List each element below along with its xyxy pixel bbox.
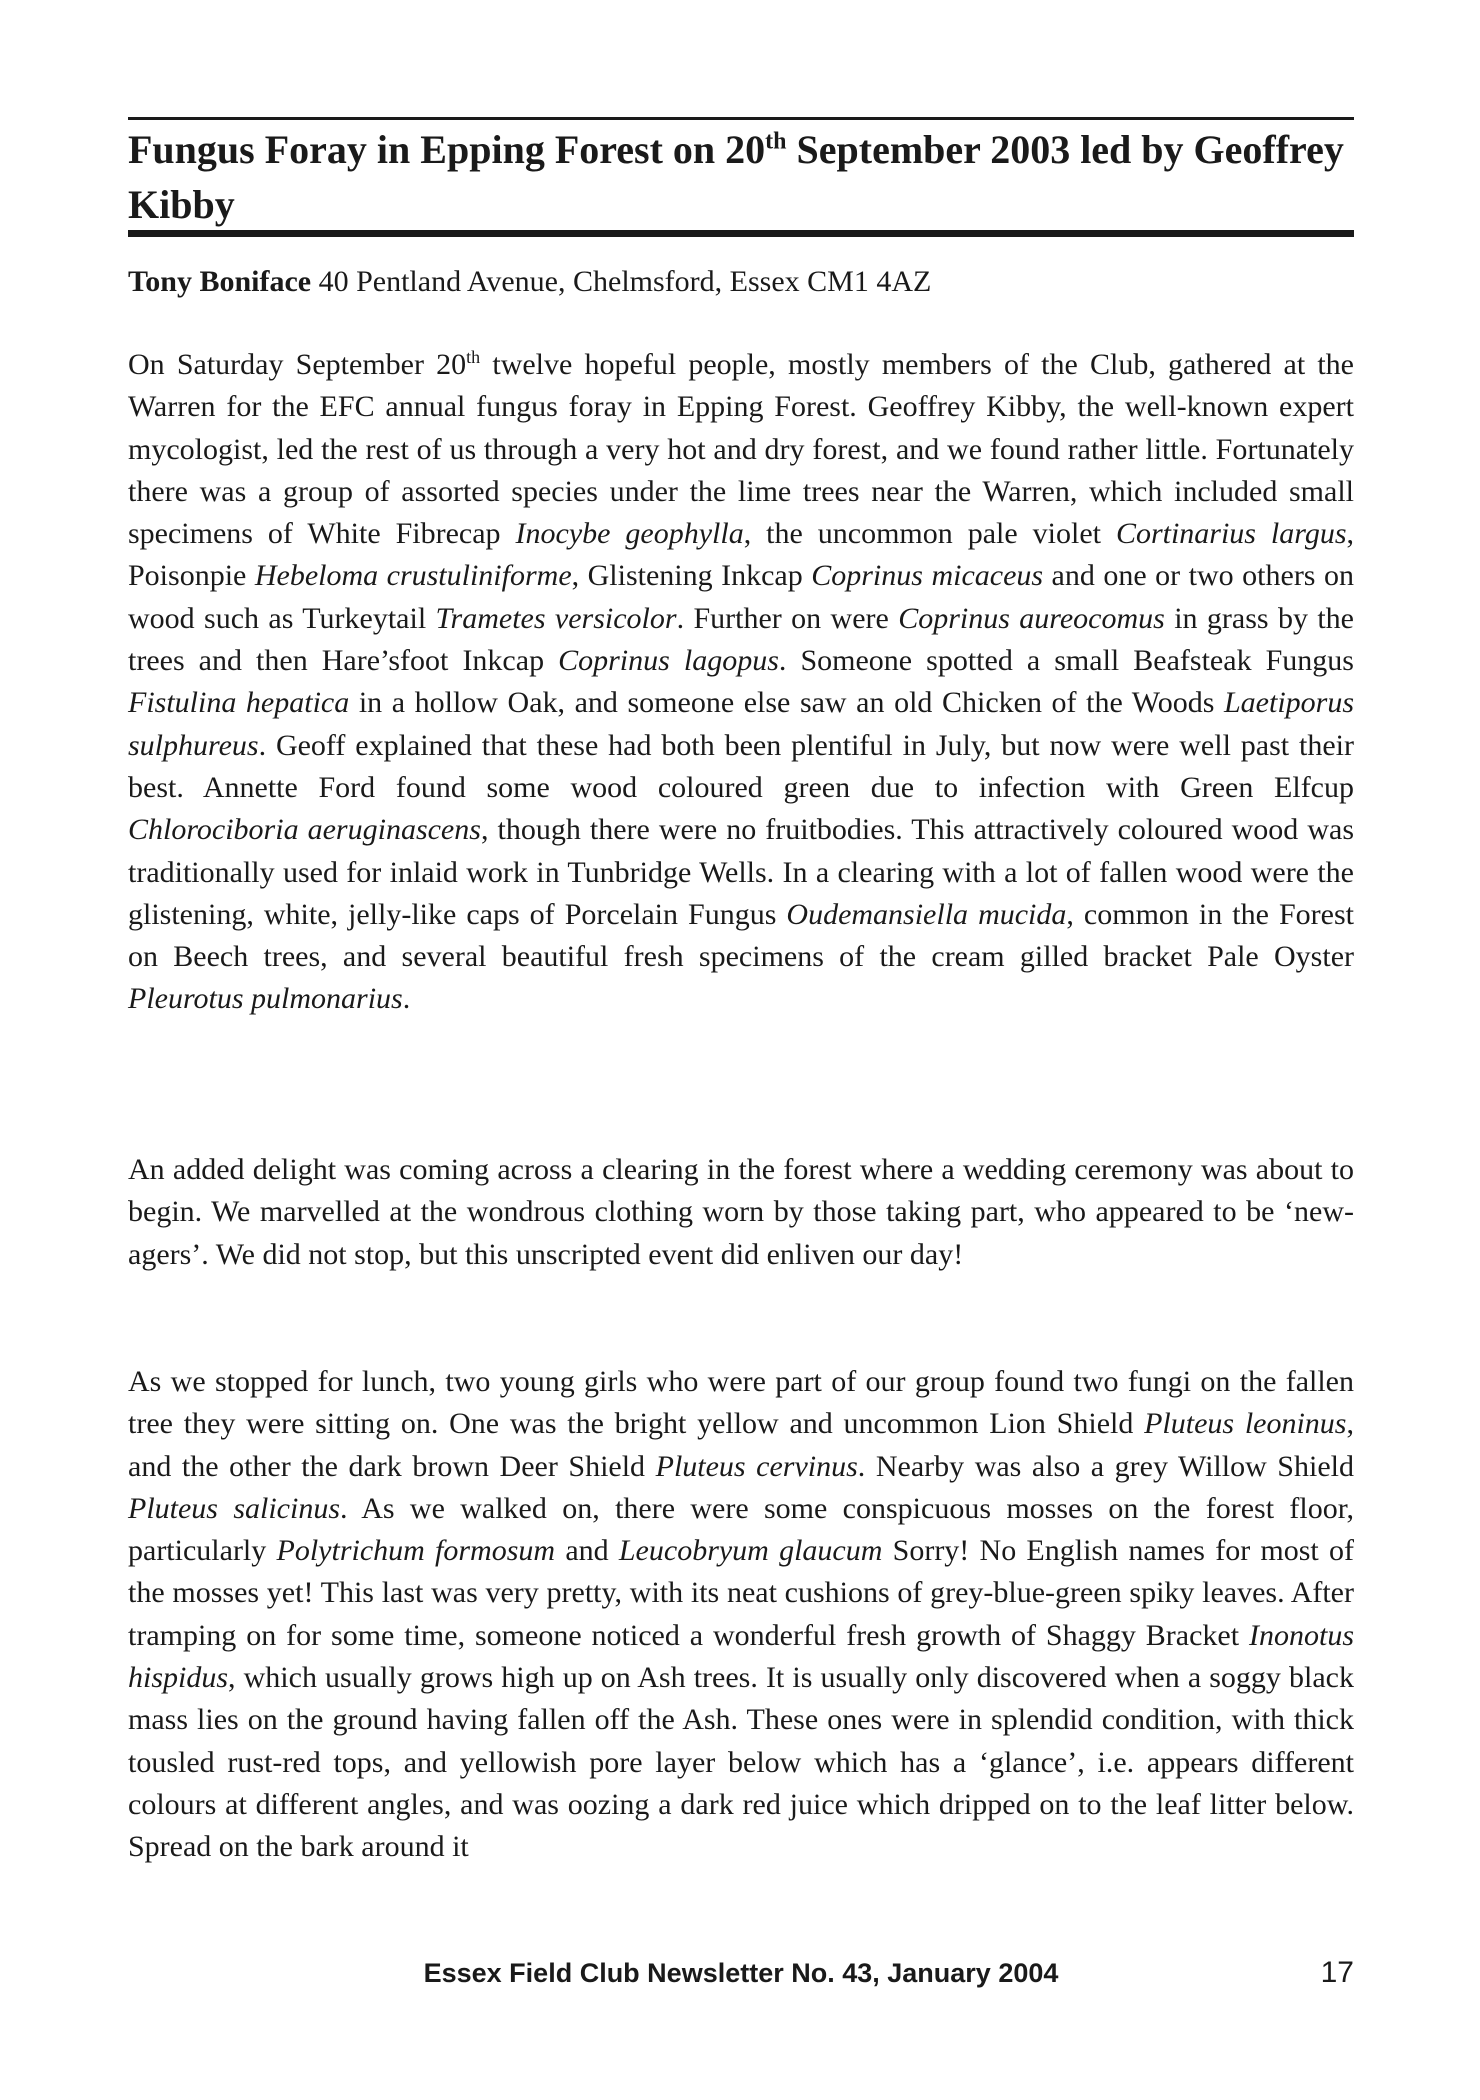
superscript: th bbox=[466, 347, 481, 367]
text-run: Sorry! No English names for most of the mosses yet! This last was very pretty, with its neat cushions of grey-blue-green spiky leaves. After tramping on for some time, someone noticed a wonderful fresh growth of Shaggy Bracket bbox=[128, 1534, 1354, 1652]
paragraph-2 bbox=[128, 1149, 1354, 1276]
title-text-part-1: Fungus Foray in Epping Forest on 20 bbox=[128, 127, 766, 172]
species-name: Chlorociboria aeruginascens bbox=[128, 813, 481, 847]
text-run: and one or two others on wood such as Turkeytail bbox=[128, 559, 1354, 635]
species-name: Pluteus leoninus bbox=[1144, 1407, 1347, 1441]
species-name: Coprinus micaceus bbox=[811, 559, 1044, 593]
text-run: An added delight was coming across a clearing in the forest where a wedding ceremony was about to begin. We marvelled at the wondrous clothing worn by those taking part, who appeared to be ‘new-agers’. We did not stop, but this unscripted event did enliven our day! bbox=[128, 1153, 1354, 1271]
publication-title: Essex Field Club Newsletter No. 43, January 2004 bbox=[423, 1958, 1059, 1988]
text-run: , and the other the dark brown Deer Shield bbox=[128, 1407, 1354, 1483]
title-bottom-rule bbox=[128, 230, 1354, 237]
article-title bbox=[128, 122, 1354, 232]
title-text-part-2: September 2003 led by Geoffrey Kibby bbox=[128, 127, 1344, 227]
species-name: Inocybe geophylla bbox=[515, 517, 744, 551]
species-name: Oudemansiella mucida bbox=[786, 897, 1067, 931]
text-run: On Saturday September 20 bbox=[128, 348, 467, 381]
text-run: . Someone spotted a small Beafsteak Fungus bbox=[778, 644, 1354, 678]
text-run: , the uncommon pale violet bbox=[743, 517, 1116, 551]
author-line bbox=[128, 262, 1354, 302]
text-run: and bbox=[555, 1534, 619, 1568]
author-name: Tony Boniface bbox=[128, 265, 312, 298]
text-run: As we stopped for lunch, two young girls who were part of our group found two fungi on the fallen tree they were sitting on. One was the bright yellow and uncommon Lion Shield bbox=[128, 1365, 1354, 1441]
species-name: Cortinarius largus bbox=[1115, 517, 1347, 551]
species-name: Inonotus hispidus bbox=[128, 1618, 1354, 1695]
paragraph-1 bbox=[128, 344, 1354, 1021]
species-name: Polytrichum formosum bbox=[276, 1534, 556, 1568]
page-footer bbox=[128, 1953, 1354, 1993]
text-run: . As we walked on, there were some conspicuous mosses on the forest floor, particularly bbox=[128, 1491, 1354, 1568]
species-name: Leucobryum glaucum bbox=[618, 1534, 883, 1568]
text-run: in grass by the trees and then Hare’sfoot Inkcap bbox=[128, 601, 1354, 678]
text-run: . Nearby was also a grey Willow Shield bbox=[857, 1449, 1354, 1483]
text-run: , though there were no fruitbodies. This attractively coloured wood was traditionally used for inlaid work in Tunbridge Wells. In a clearing with a lot of fallen wood were the glistening, white, jelly-like caps of Porcelain Fungus bbox=[128, 813, 1354, 931]
text-run: , common in the Forest on Beech trees, and several beautiful fresh specimens of the cream gilled bracket Pale Oyster bbox=[128, 897, 1354, 974]
text-run: . bbox=[402, 982, 411, 1016]
text-run: twelve hopeful people, mostly members of the Club, gathered at the Warren for the EFC annual fungus foray in Epping Forest. Geoffrey Kibby, the well-known expert mycologist, led the rest of us through a very hot and dry forest, and we found rather little. Fortunately there was a group of assorted species under the lime trees near the Warren, which included small specimens of White Fibrecap bbox=[128, 348, 1354, 551]
page-number: 17 bbox=[1320, 1956, 1354, 1989]
species-name: Coprinus lagopus bbox=[558, 644, 779, 678]
author-address: 40 Pentland Avenue, Chelmsford, Essex CM1 4AZ bbox=[311, 265, 932, 298]
species-name: Pluteus cervinus bbox=[655, 1449, 858, 1483]
species-name: Trametes versicolor bbox=[435, 601, 677, 635]
species-name: Hebeloma crustuliniforme bbox=[254, 559, 572, 593]
text-run: in a hollow Oak, and someone else saw an old Chicken of the Woods bbox=[349, 686, 1224, 720]
species-name: Pluteus salicinus bbox=[128, 1491, 341, 1525]
text-run: , Glistening Inkcap bbox=[571, 559, 812, 593]
text-run: . Further on were bbox=[676, 601, 899, 635]
paragraph-3 bbox=[128, 1361, 1354, 1869]
text-run: , which usually grows high up on Ash trees. It is usually only discovered when a soggy black mass lies on the ground having fallen off the Ash. These ones were in splendid condition, with thick tousled rust-red tops, and yellowish pore layer below which has a ‘glance’, i.e. appears different colours at different angles, and was oozing a dark red juice which dripped on to the leaf litter below. Spread on the bark around it bbox=[128, 1661, 1354, 1864]
text-run: . Geoff explained that these had both been plentiful in July, but now were well past their best. Annette Ford found some wood coloured green due to infection with Green Elfcup bbox=[128, 728, 1354, 804]
species-name: Laetiporus sulphureus bbox=[128, 686, 1355, 762]
species-name: Coprinus aureocomus bbox=[898, 601, 1165, 635]
title-top-rule bbox=[128, 117, 1354, 120]
title-superscript: th bbox=[765, 128, 787, 155]
species-name: Fistulina hepatica bbox=[128, 686, 350, 720]
text-run: , Poisonpie bbox=[128, 517, 1355, 593]
species-name: Pleurotus pulmonarius bbox=[128, 982, 403, 1016]
